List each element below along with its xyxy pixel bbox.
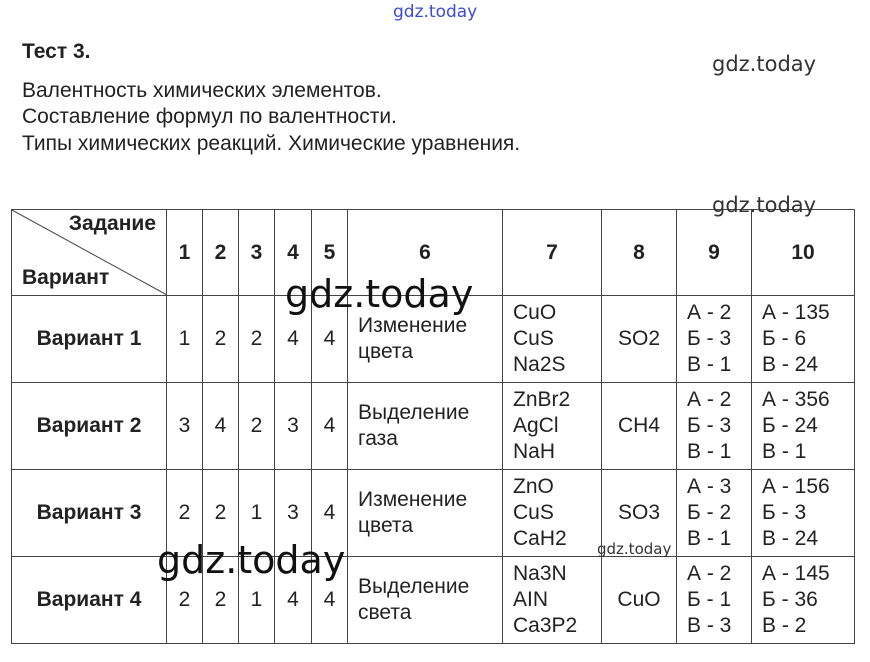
cell-line: CaH2 bbox=[513, 527, 567, 550]
answer-cell-9 bbox=[677, 557, 752, 644]
cell-line: света bbox=[358, 601, 412, 624]
cell-line: Б - 24 bbox=[762, 414, 818, 437]
watermark-large-1: gdz.today bbox=[285, 272, 474, 316]
cell-line: Б - 3 bbox=[762, 501, 807, 524]
variant-label: Вариант 1 bbox=[12, 296, 167, 383]
answer-cell-2: 2 bbox=[203, 296, 239, 383]
answer-cell-3: 2 bbox=[239, 383, 275, 470]
answer-cell-3: 2 bbox=[239, 296, 275, 383]
answer-cell-7 bbox=[503, 557, 602, 644]
answer-cell-9 bbox=[677, 296, 752, 383]
column-header-4: 4 bbox=[275, 210, 312, 296]
cell-line: В - 24 bbox=[762, 527, 819, 550]
answer-cell-1: 3 bbox=[167, 383, 203, 470]
cell-line: Б - 3 bbox=[687, 327, 732, 350]
cell-line: Б - 36 bbox=[762, 588, 818, 611]
table-row-variant-3 bbox=[12, 470, 855, 557]
column-header-5: 5 bbox=[312, 210, 348, 296]
cell-line: цвета bbox=[358, 514, 413, 537]
cell-line: Б - 6 bbox=[762, 327, 807, 350]
answer-cell-6 bbox=[348, 557, 503, 644]
column-header-10: 10 bbox=[752, 210, 855, 296]
cell-line: Выделение bbox=[358, 401, 470, 424]
cell-line: газа bbox=[358, 427, 398, 450]
answer-cell-6 bbox=[348, 470, 503, 557]
cell-line: ZnO bbox=[513, 475, 554, 498]
answer-cell-10 bbox=[752, 470, 855, 557]
cell-line: AgCl bbox=[513, 414, 559, 437]
cell-line: Na2S bbox=[513, 353, 566, 376]
answer-cell-5: 4 bbox=[312, 557, 348, 644]
cell-line: CuS bbox=[513, 501, 554, 524]
answer-cell-8: SO3 bbox=[602, 470, 677, 557]
cell-line: Na3N bbox=[513, 562, 567, 585]
cell-line: А - 156 bbox=[762, 475, 830, 498]
answer-cell-4: 4 bbox=[275, 296, 312, 383]
answer-cell-9 bbox=[677, 470, 752, 557]
answer-cell-6 bbox=[348, 383, 503, 470]
variant-label: Вариант 2 bbox=[12, 383, 167, 470]
variant-label: Вариант 3 bbox=[12, 470, 167, 557]
cell-line: AIN bbox=[513, 588, 549, 611]
answer-cell-4: 3 bbox=[275, 470, 312, 557]
table-row-variant-2 bbox=[12, 383, 855, 470]
answer-cell-3: 1 bbox=[239, 557, 275, 644]
watermark-table-top: gdz.today bbox=[712, 193, 817, 217]
cell-line: В - 1 bbox=[687, 440, 732, 463]
watermark-large-2: gdz.today bbox=[157, 538, 346, 582]
cell-line: А - 145 bbox=[762, 562, 830, 585]
answer-cell-1: 2 bbox=[167, 557, 203, 644]
answer-cell-4: 3 bbox=[275, 383, 312, 470]
answer-cell-5: 4 bbox=[312, 296, 348, 383]
answer-cell-2: 2 bbox=[203, 470, 239, 557]
column-header-8: 8 bbox=[602, 210, 677, 296]
cell-line: Выделение bbox=[358, 575, 470, 598]
corner-header-cell bbox=[12, 210, 167, 296]
cell-line: А - 3 bbox=[687, 475, 732, 498]
cell-line: В - 1 bbox=[687, 527, 732, 550]
column-header-6: 6 bbox=[348, 210, 503, 296]
watermark-top: gdz.today bbox=[393, 2, 478, 22]
answer-cell-4: 4 bbox=[275, 557, 312, 644]
answer-cell-10 bbox=[752, 383, 855, 470]
watermark-small: gdz.today bbox=[597, 540, 672, 558]
cell-line: Б - 1 bbox=[687, 588, 732, 611]
answer-cell-2: 4 bbox=[203, 383, 239, 470]
answer-cell-9 bbox=[677, 383, 752, 470]
cell-line: NaH bbox=[513, 440, 556, 463]
answer-cell-8: SO2 bbox=[602, 296, 677, 383]
cell-line: Изменение bbox=[358, 314, 468, 337]
corner-label-task: Задание bbox=[68, 212, 156, 235]
column-header-2: 2 bbox=[203, 210, 239, 296]
answer-cell-7 bbox=[503, 470, 602, 557]
cell-line: Ca3P2 bbox=[513, 614, 578, 637]
answer-cell-3: 1 bbox=[239, 470, 275, 557]
answer-cell-1: 2 bbox=[167, 470, 203, 557]
corner-label-variant: Вариант bbox=[22, 266, 110, 289]
page-title: Тест 3. bbox=[22, 40, 91, 63]
cell-line: ZnBr2 bbox=[513, 388, 571, 411]
cell-line: Б - 3 bbox=[687, 414, 732, 437]
subtitle-line-2: Составление формул по валентности. bbox=[22, 105, 397, 128]
cell-line: CuS bbox=[513, 327, 554, 350]
cell-line: В - 3 bbox=[687, 614, 732, 637]
subtitle-line-3: Типы химических реакций. Химические уравнения. bbox=[22, 132, 521, 155]
cell-line: А - 135 bbox=[762, 301, 830, 324]
column-header-3: 3 bbox=[239, 210, 275, 296]
cell-line: В - 2 bbox=[762, 614, 807, 637]
answer-cell-2: 2 bbox=[203, 557, 239, 644]
variant-label: Вариант 4 bbox=[12, 557, 167, 644]
cell-line: CuO bbox=[513, 301, 557, 324]
cell-line: А - 356 bbox=[762, 388, 830, 411]
answer-cell-7 bbox=[503, 383, 602, 470]
column-header-7: 7 bbox=[503, 210, 602, 296]
answer-cell-8: CH4 bbox=[602, 383, 677, 470]
answer-cell-7 bbox=[503, 296, 602, 383]
cell-line: цвета bbox=[358, 340, 413, 363]
answer-cell-8: CuO bbox=[602, 557, 677, 644]
subtitle-line-1: Валентность химических элементов. bbox=[22, 79, 382, 102]
watermark-right: gdz.today bbox=[712, 52, 817, 76]
cell-line: Изменение bbox=[358, 488, 468, 511]
answer-cell-1: 1 bbox=[167, 296, 203, 383]
cell-line: А - 2 bbox=[687, 562, 732, 585]
answer-cell-10 bbox=[752, 296, 855, 383]
cell-line: А - 2 bbox=[687, 301, 732, 324]
cell-line: В - 1 bbox=[687, 353, 732, 376]
column-header-1: 1 bbox=[167, 210, 203, 296]
cell-line: В - 1 bbox=[762, 440, 807, 463]
answer-cell-10 bbox=[752, 557, 855, 644]
answer-cell-5: 4 bbox=[312, 383, 348, 470]
cell-line: А - 2 bbox=[687, 388, 732, 411]
table-row-variant-4 bbox=[12, 557, 855, 644]
cell-line: Б - 2 bbox=[687, 501, 732, 524]
answer-cell-5: 4 bbox=[312, 470, 348, 557]
column-header-9: 9 bbox=[677, 210, 752, 296]
cell-line: В - 24 bbox=[762, 353, 819, 376]
